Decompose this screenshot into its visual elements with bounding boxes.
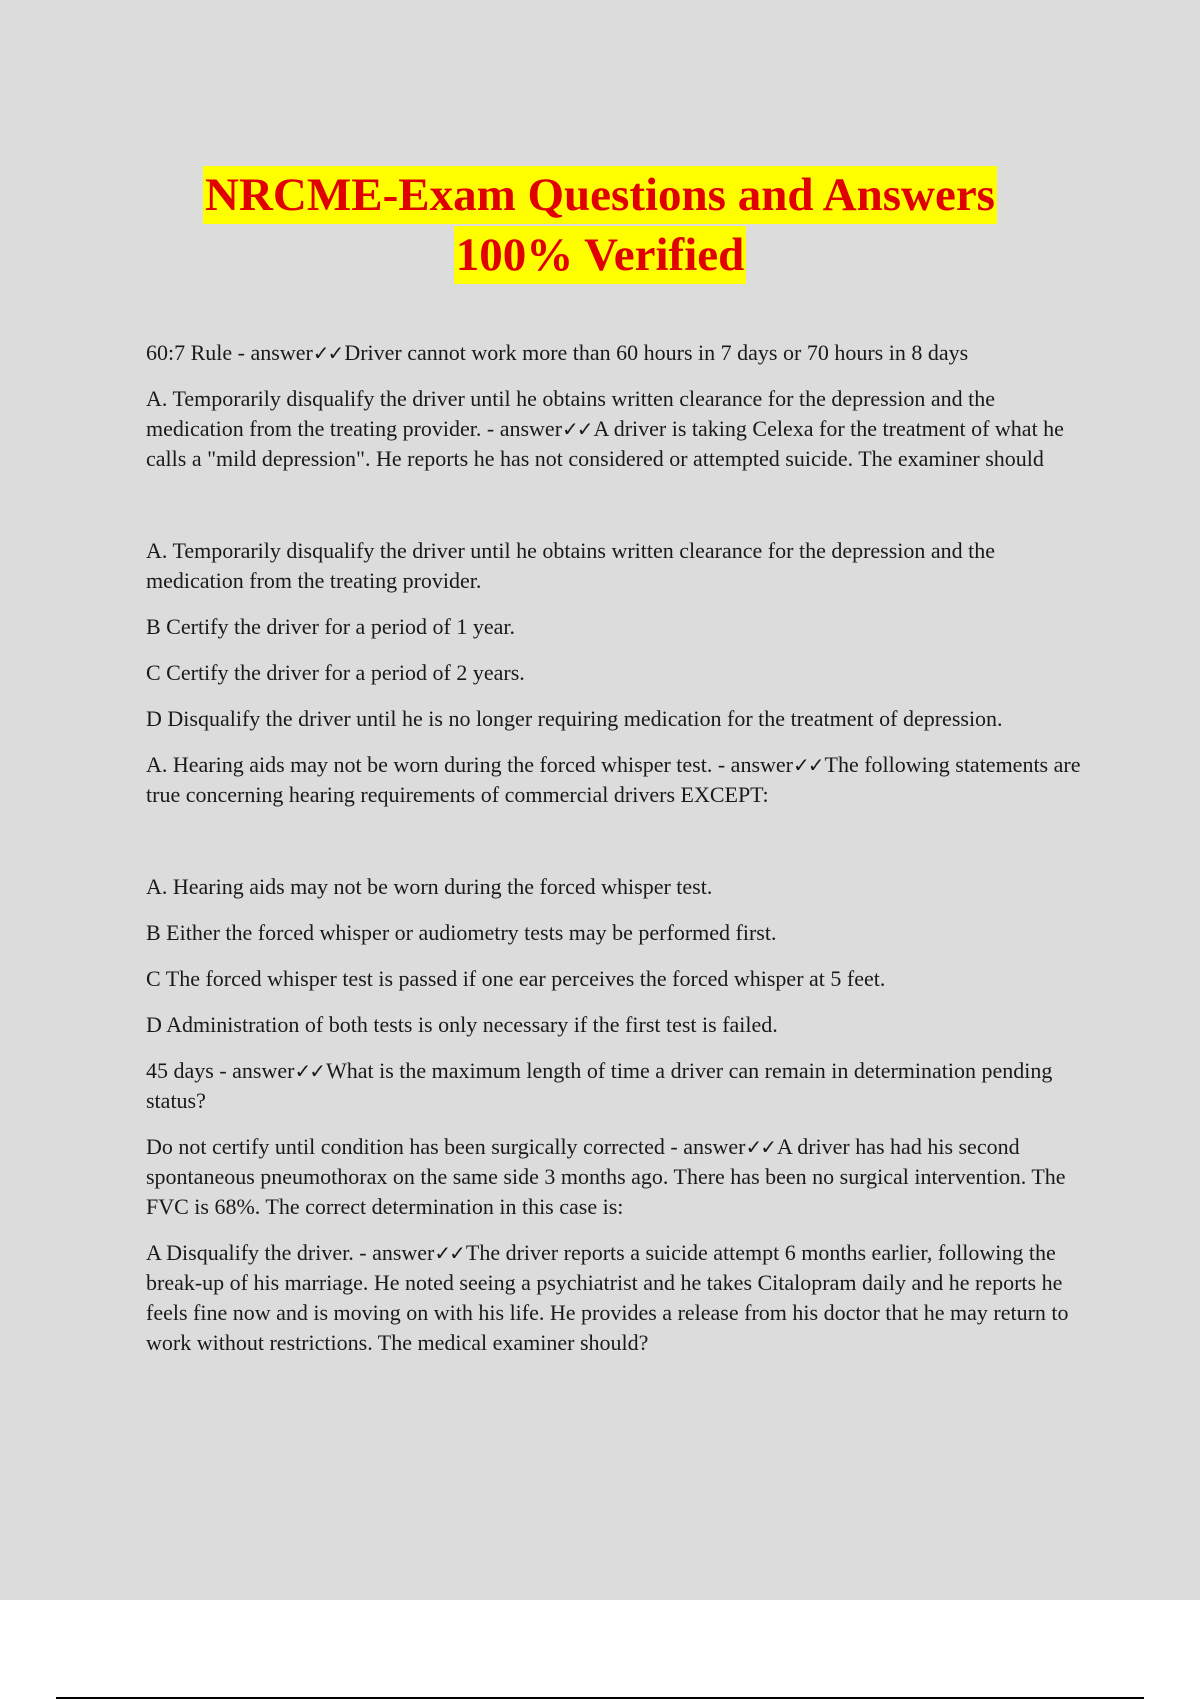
title-line-2: 100% Verified xyxy=(454,226,747,284)
check-mark-icon: ✓✓ xyxy=(294,1059,324,1083)
check-mark-icon: ✓✓ xyxy=(792,753,823,777)
answer-option: B Certify the driver for a period of 1 year. xyxy=(146,614,515,639)
answer-option: C The forced whisper test is passed if one ear perceives the forced whisper at 5 feet. xyxy=(146,966,886,991)
document-body xyxy=(146,338,1096,1374)
qa-paragraph: Do not certify until condition has been surgically corrected - answer✓✓A driver has had his second spontaneous pneumothorax on the same side 3 months ago. There has been no surgical intervention. The FVC is 68%. The correct determination in this case is: xyxy=(146,1134,1066,1219)
qa-paragraph: A. Hearing aids may not be worn during the forced whisper test. - answer✓✓The following statements are true concerning hearing requirements of commercial drivers EXCEPT: xyxy=(146,752,1081,807)
page-divider xyxy=(56,1697,1144,1699)
qa-paragraph: A Disqualify the driver. - answer✓✓The driver reports a suicide attempt 6 months earlier, following the break-up of his marriage. He noted seeing a psychiatrist and he takes Citalopram daily and he reports he feels fine now and is moving on with his life. He provides a release from his doctor that he may return to work without restrictions. The medical examiner should? xyxy=(146,1240,1069,1355)
qa-paragraph: 45 days - answer✓✓What is the maximum length of time a driver can remain in determination pending status? xyxy=(146,1058,1053,1113)
answer-option: A. Temporarily disqualify the driver until he obtains written clearance for the depression and the medication from the treating provider. xyxy=(146,538,996,593)
answer-option: B Either the forced whisper or audiometry tests may be performed first. xyxy=(146,920,777,945)
answer-option: A. Hearing aids may not be worn during the forced whisper test. xyxy=(146,874,713,899)
title-line-1: NRCME-Exam Questions and Answers xyxy=(203,166,997,224)
check-mark-icon: ✓✓ xyxy=(434,1241,464,1265)
answer-option: D Administration of both tests is only necessary if the first test is failed. xyxy=(146,1012,778,1037)
check-mark-icon: ✓✓ xyxy=(312,341,343,365)
qa-paragraph: 60:7 Rule - answer✓✓Driver cannot work more than 60 hours in 7 days or 70 hours in 8 days xyxy=(146,340,969,365)
qa-paragraph: A. Temporarily disqualify the driver until he obtains written clearance for the depression and the medication from the treating provider. - answer✓✓A driver is taking Celexa for the treatment of what he calls a "mild depression". He reports he has not considered or attempted suicide. The examiner should xyxy=(146,386,1064,471)
answer-option: D Disqualify the driver until he is no longer requiring medication for the treatment of depression. xyxy=(146,706,1003,731)
document-title xyxy=(0,166,1200,286)
check-mark-icon: ✓✓ xyxy=(562,417,592,441)
answer-option: C Certify the driver for a period of 2 years. xyxy=(146,660,525,685)
check-mark-icon: ✓✓ xyxy=(745,1135,776,1159)
